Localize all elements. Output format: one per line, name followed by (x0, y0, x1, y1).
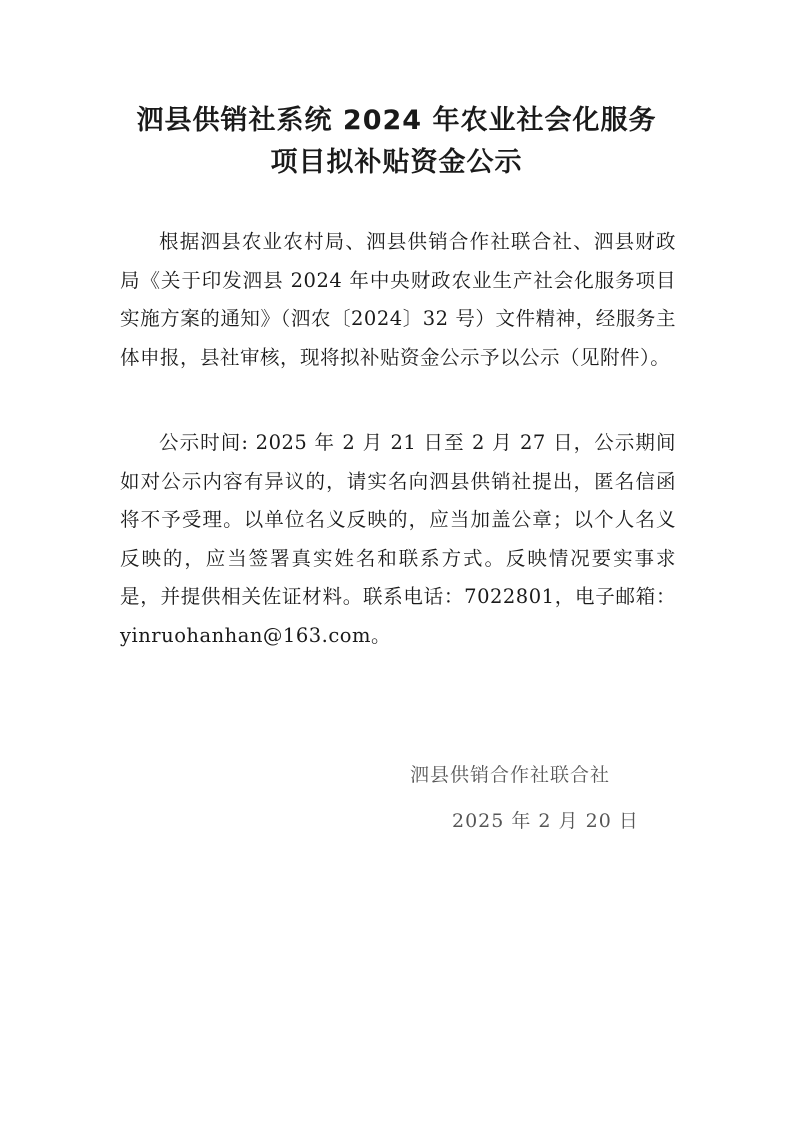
body-paragraph-notice-period: 公示时间: 2025 年 2 月 21 日至 2 月 27 日，公示期间如对公示内容有异议的，请实名向泗县供销社提出，匿名信函将不予受理。以单位名义反映的，应当加盖公章；以个人名义反映的，应当签署真实姓名和联系方式。反映情况要实事求是，并提供相关佐证材料。联系电话：7022801，电子邮箱：yinruohanhan@163.com。 (120, 431, 676, 647)
signature-organization: 泗县供销合作社联合社 (410, 764, 611, 786)
document-title-line2: 项目拟补贴资金公示 (270, 147, 523, 178)
body-paragraph-basis: 根据泗县农业农村局、泗县供销合作社联合社、泗县财政局《关于印发泗县 2024 年中央财政农业生产社会化服务项目实施方案的通知》（泗农〔2024〕32 号）文件精神，经服务主体申报，县社审核，现将拟补贴资金公示予以公示（见附件）。 (120, 230, 676, 369)
signature-date: 2025 年 2 月 20 日 (452, 810, 639, 832)
document-title-line1: 泗县供销社系统 2024 年农业社会化服务 (136, 105, 657, 136)
